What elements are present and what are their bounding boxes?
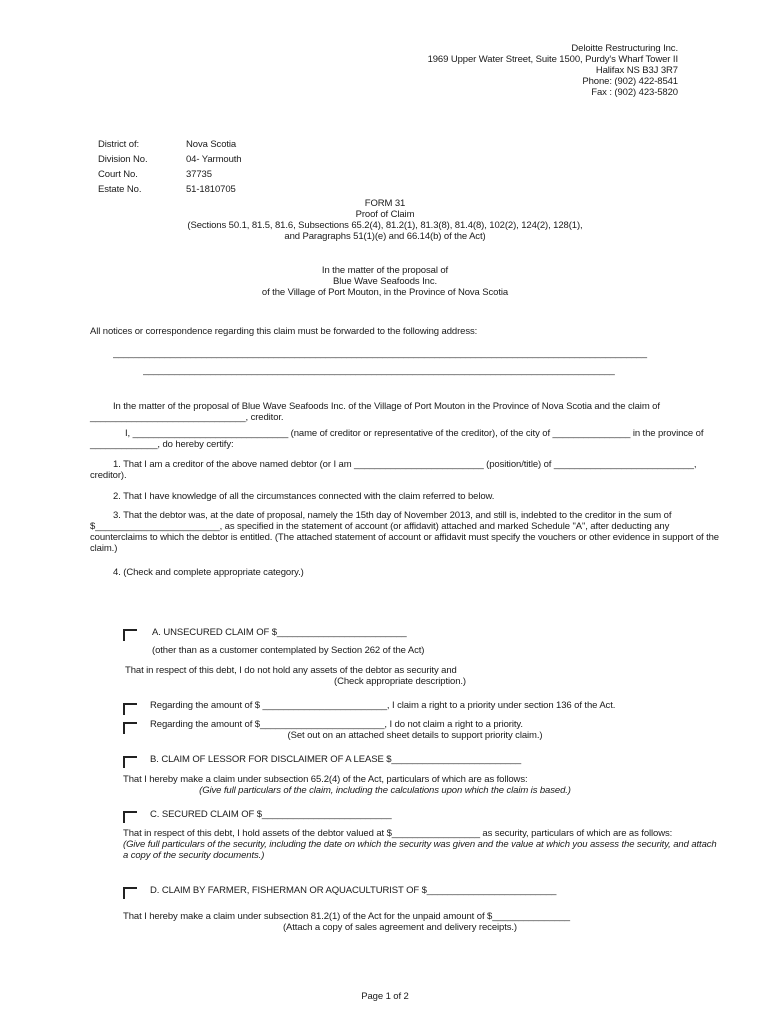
paragraph-3-line4: claim.) (90, 543, 118, 554)
category-b-note: (Give full particulars of the claim, including the calculations upon which the claim is based.) (199, 785, 571, 796)
certify-line2: _____________, do hereby certify: (90, 439, 234, 450)
paragraph-1-line1: 1. That I am a creditor of the above named debtor (or I am _________________________ (position/title) of ___________________________, (113, 459, 697, 470)
page-number: Page 1 of 2 (361, 991, 409, 1002)
category-b-checkbox[interactable] (123, 756, 137, 768)
form-title: Proof of Claim (355, 209, 415, 220)
category-a-checkbox[interactable] (123, 629, 137, 641)
paragraph-1-line2: creditor). (90, 470, 127, 481)
category-c-text: That in respect of this debt, I hold assets of the debtor valued at $_________________ as security, particulars of which are as follows: (123, 828, 673, 839)
estate-label: Estate No. (98, 184, 142, 195)
division-value: 04- Yarmouth (186, 154, 242, 165)
court-value: 37735 (186, 169, 212, 180)
address-line2[interactable]: ___________________________________________________________________________________________ (143, 365, 615, 376)
certify-line1: I, ______________________________ (name of creditor or representative of the creditor), of the city of _______________ in the province of (125, 428, 704, 439)
category-a-title: A. UNSECURED CLAIM OF $_________________________ (152, 627, 407, 638)
notices-text: All notices or correspondence regarding this claim must be forwarded to the following address: (90, 326, 478, 337)
district-label: District of: (98, 139, 140, 150)
paragraph-3-line3: counterclaims to which the debtor is entitled. (The attached statement of account or affidavit must specify the vouchers or other evidence in support of the (90, 532, 719, 543)
trustee-fax: Fax : (902) 423-5820 (591, 87, 678, 98)
category-c-title: C. SECURED CLAIM OF $_________________________ (150, 809, 392, 820)
form-sections-line2: and Paragraphs 51(1)(e) and 66.14(b) of the Act) (284, 231, 486, 242)
trustee-phone: Phone: (902) 422-8541 (582, 76, 678, 87)
category-a-option1-checkbox[interactable] (123, 703, 137, 715)
division-label: Division No. (98, 154, 148, 165)
trustee-address-line2: Halifax NS B3J 3R7 (595, 65, 678, 76)
trustee-name: Deloitte Restructuring Inc. (571, 43, 678, 54)
category-b-title: B. CLAIM OF LESSOR FOR DISCLAIMER OF A LEASE $_________________________ (150, 754, 521, 765)
form-sections-line1: (Sections 50.1, 81.5, 81.6, Subsections 65.2(4), 81.2(1), 81.3(8), 81.4(8), 102(2), 124(2), 128(1), (187, 220, 583, 231)
category-a-text: That in respect of this debt, I do not hold any assets of the debtor as security and (125, 665, 457, 676)
matter-debtor-name: Blue Wave Seafoods Inc. (332, 276, 438, 287)
category-d-checkbox[interactable] (123, 887, 137, 899)
category-d-note: (Attach a copy of sales agreement and delivery receipts.) (282, 922, 518, 933)
category-a-check-note: (Check appropriate description.) (334, 676, 466, 687)
category-d-title: D. CLAIM BY FARMER, FISHERMAN OR AQUACULTURIST OF $_________________________ (150, 885, 557, 896)
category-c-checkbox[interactable] (123, 811, 137, 823)
category-a-subtitle: (other than as a customer contemplated by Section 262 of the Act) (152, 645, 425, 656)
paragraph-4: 4. (Check and complete appropriate category.) (113, 567, 304, 578)
category-d-text: That I hereby make a claim under subsection 81.2(1) of the Act for the unpaid amount of $_______________ (123, 911, 570, 922)
matter-line3: of the Village of Port Mouton, in the Province of Nova Scotia (261, 287, 509, 298)
category-a-option2: Regarding the amount of $________________________, I do not claim a right to a priority. (150, 719, 523, 730)
intro-line1: In the matter of the proposal of Blue Wave Seafoods Inc. of the Village of Port Mouton in the Province of Nova Scotia and the claim of (113, 401, 660, 412)
matter-line1: In the matter of the proposal of (321, 265, 449, 276)
category-a-option1: Regarding the amount of $ ________________________, I claim a right to a priority under section 136 of the Act. (150, 700, 616, 711)
address-line1[interactable]: _______________________________________________________________________________________________________ (113, 348, 647, 359)
estate-value: 51-1810705 (186, 184, 236, 195)
category-c-note-line1: (Give full particulars of the security, including the date on which the security was given and the value at which you assess the security, and attach (123, 839, 717, 850)
district-value: Nova Scotia (186, 139, 237, 150)
paragraph-3-line1: 3. That the debtor was, at the date of proposal, namely the 15th day of November 2013, and still is, indebted to the creditor in the sum of (113, 510, 672, 521)
paragraph-2: 2. That I have knowledge of all the circumstances connected with the claim referred to below. (113, 491, 495, 502)
trustee-address-line1: 1969 Upper Water Street, Suite 1500, Purdy's Wharf Tower II (427, 54, 678, 65)
category-b-text: That I hereby make a claim under subsection 65.2(4) of the Act, particulars of which are as follows: (123, 774, 528, 785)
category-a-option2-note: (Set out on an attached sheet details to support priority claim.) (287, 730, 543, 741)
category-c-note-line2: a copy of the security documents.) (123, 850, 265, 861)
form-number: FORM 31 (364, 198, 406, 209)
court-label: Court No. (98, 169, 138, 180)
paragraph-3-line2: $________________________, as specified in the statement of account (or affidavit) attached and marked Schedule "A", after deducting any (90, 521, 670, 532)
intro-line2: ______________________________, creditor. (90, 412, 284, 423)
